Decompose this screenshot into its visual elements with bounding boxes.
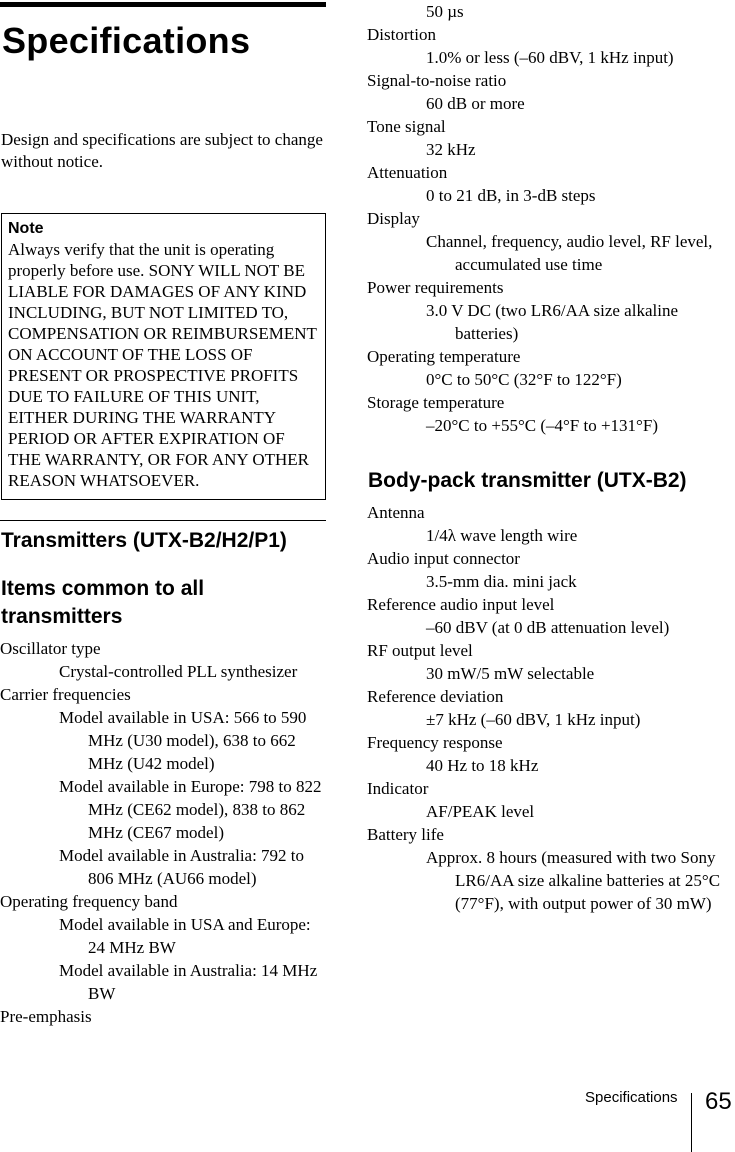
spec-term: RF output level: [367, 641, 473, 660]
spec-item: [367, 777, 735, 823]
spec-item: [367, 69, 735, 115]
spec-term: Oscillator type: [0, 639, 101, 658]
spec-value: Model available in Europe: 798 to 822 MHz (CE62 model), 838 to 862 MHz (CE67 model): [59, 777, 322, 842]
spec-value: 32 kHz: [426, 140, 476, 159]
spec-term: Reference audio input level: [367, 595, 555, 614]
common-specs-list: [0, 637, 326, 1028]
spec-value: 40 Hz to 18 kHz: [426, 756, 539, 775]
bodypack-specs-list: [367, 501, 735, 915]
spec-value: –20°C to +55°C (–4°F to +131°F): [426, 416, 658, 435]
intro-text: Design and specifications are subject to change without notice.: [1, 130, 323, 171]
spec-item: [367, 23, 735, 69]
spec-term: Indicator: [367, 779, 429, 798]
spec-value: 0°C to 50°C (32°F to 122°F): [426, 370, 622, 389]
spec-item: [367, 639, 735, 685]
spec-item: [367, 276, 735, 345]
spec-term: Operating temperature: [367, 347, 521, 366]
spec-value: Model available in Australia: 14 MHz BW: [59, 961, 318, 1003]
spec-item: [367, 547, 735, 593]
spec-item: [367, 391, 735, 437]
spec-value: 3.5-mm dia. mini jack: [426, 572, 577, 591]
spec-value: Model available in USA: 566 to 590 MHz (U30 model), 638 to 662 MHz (U42 model): [59, 708, 307, 773]
spec-term: Display: [367, 209, 420, 228]
spec-value: 50 µs: [426, 2, 464, 21]
spec-term: Pre-emphasis: [0, 1007, 92, 1026]
note-box: [1, 213, 326, 500]
spec-item: [0, 890, 326, 1005]
spec-value: 30 mW/5 mW selectable: [426, 664, 595, 683]
spec-term: Frequency response: [367, 733, 503, 752]
spec-item: [367, 345, 735, 391]
spec-value: ±7 kHz (–60 dBV, 1 kHz input): [426, 710, 641, 729]
left-column: [0, 0, 326, 1028]
spec-term: Battery life: [367, 825, 444, 844]
spec-item: [367, 823, 735, 915]
spec-term: Reference deviation: [367, 687, 504, 706]
spec-value: 1/4λ wave length wire: [426, 526, 578, 545]
spec-term: Power requirements: [367, 278, 504, 297]
note-title: Note: [8, 220, 44, 237]
spec-value: 0 to 21 dB, in 3-dB steps: [426, 186, 596, 205]
section-divider: [0, 520, 326, 521]
spec-item: [367, 161, 735, 207]
spec-term: Storage temperature: [367, 393, 505, 412]
spec-item: [367, 501, 735, 547]
footer-divider: [691, 1093, 692, 1152]
spec-item: [0, 1005, 326, 1028]
common-items-heading: Items common to all transmitters: [1, 577, 205, 628]
spec-value: Crystal-controlled PLL synthesizer: [59, 662, 298, 681]
spec-value: –60 dBV (at 0 dB attenuation level): [426, 618, 670, 637]
spec-term: Antenna: [367, 503, 425, 522]
spec-item: [367, 731, 735, 777]
spec-term: Operating frequency band: [0, 892, 178, 911]
spec-value: Model available in Australia: 792 to 806 MHz (AU66 model): [59, 846, 305, 888]
spec-term: Audio input connector: [367, 549, 520, 568]
spec-term: Attenuation: [367, 163, 448, 182]
top-rule: [0, 2, 326, 7]
right-column: [367, 0, 735, 915]
spec-term: Carrier frequencies: [0, 685, 131, 704]
spec-term: Distortion: [367, 25, 436, 44]
spec-item: [367, 207, 735, 276]
common-specs-continued: [367, 0, 735, 437]
spec-value: 3.0 V DC (two LR6/AA size alkaline batteries): [426, 301, 678, 343]
spec-value: AF/PEAK level: [426, 802, 535, 821]
spec-value: 1.0% or less (–60 dBV, 1 kHz input): [426, 48, 674, 67]
note-body: Always verify that the unit is operating properly before use. SONY WILL NOT BE LIABLE FOR DAMAGES OF ANY KIND INCLUDING, BUT NOT LIMITED TO, COMPENSATION OR REIMBURSEMENT ON ACCOUNT OF THE LOSS OF PRESENT OR PROSPECTIVE PROFITS DUE TO FAILURE OF THIS UNIT, EITHER DURING THE WARRANTY PERIOD OR AFTER EXPIRATION OF THE WARRANTY, OR FOR ANY OTHER REASON WHATSOEVER.: [8, 240, 317, 490]
spec-term: Tone signal: [367, 117, 446, 136]
spec-item: [367, 115, 735, 161]
footer-section-label: Specifications: [585, 1089, 678, 1106]
page-number: 65: [705, 1088, 732, 1115]
spec-item: [367, 593, 735, 639]
spec-item: [0, 637, 326, 683]
spec-item: [0, 683, 326, 890]
bodypack-heading: Body-pack transmitter (UTX-B2): [368, 469, 687, 492]
spec-item: [367, 685, 735, 731]
transmitters-heading: Transmitters (UTX-B2/H2/P1): [1, 529, 287, 552]
page-title: Specifications: [2, 20, 251, 61]
spec-item: [367, 0, 735, 23]
spec-value: Approx. 8 hours (measured with two Sony LR6/AA size alkaline batteries at 25°C (77°F), with output power of 30 mW): [426, 848, 721, 913]
spec-value: Model available in USA and Europe: 24 MHz BW: [59, 915, 311, 957]
spec-value: Channel, frequency, audio level, RF level, accumulated use time: [426, 232, 713, 274]
spec-term: Signal-to-noise ratio: [367, 71, 507, 90]
spec-value: 60 dB or more: [426, 94, 525, 113]
